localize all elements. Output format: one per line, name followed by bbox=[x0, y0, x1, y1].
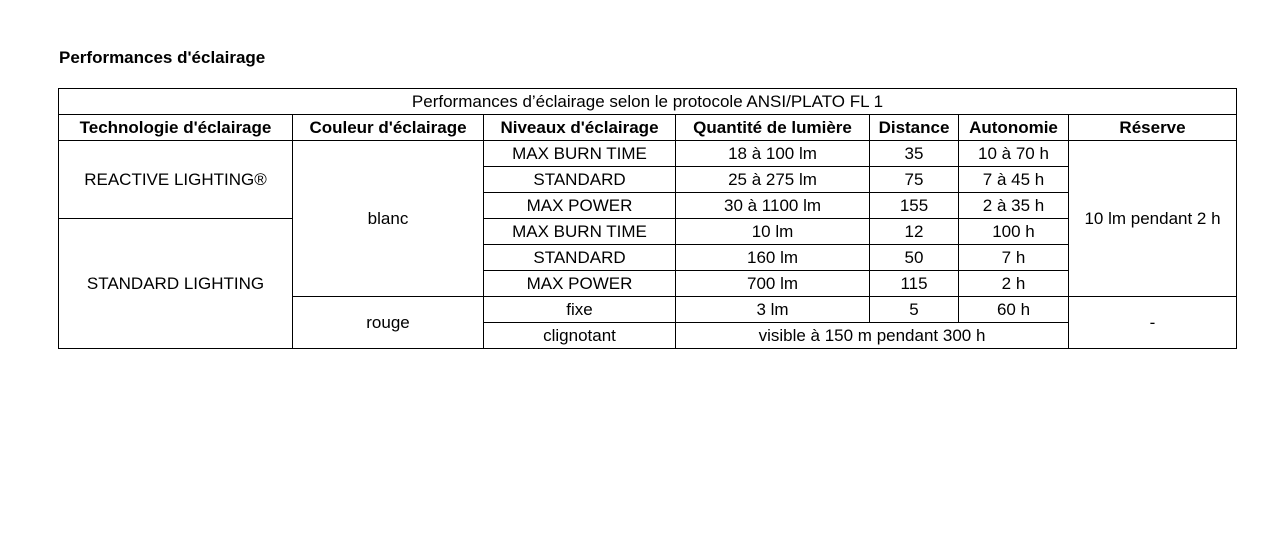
distance-cell: 75 bbox=[870, 167, 959, 193]
technology-reactive: REACTIVE LIGHTING® bbox=[59, 141, 293, 219]
quantity-cell: 700 lm bbox=[676, 271, 870, 297]
level-cell: MAX POWER bbox=[484, 271, 676, 297]
autonomy-cell: 7 h bbox=[959, 245, 1069, 271]
distance-cell: 12 bbox=[870, 219, 959, 245]
level-cell: STANDARD bbox=[484, 167, 676, 193]
distance-cell: 5 bbox=[870, 297, 959, 323]
distance-cell: 115 bbox=[870, 271, 959, 297]
color-red: rouge bbox=[293, 297, 484, 349]
header-autonomy: Autonomie bbox=[959, 115, 1069, 141]
level-cell: MAX BURN TIME bbox=[484, 219, 676, 245]
distance-cell: 155 bbox=[870, 193, 959, 219]
technology-standard: STANDARD LIGHTING bbox=[59, 219, 293, 349]
lighting-performance-table bbox=[58, 88, 1237, 349]
autonomy-cell: 7 à 45 h bbox=[959, 167, 1069, 193]
autonomy-cell: 2 h bbox=[959, 271, 1069, 297]
quantity-cell: 18 à 100 lm bbox=[676, 141, 870, 167]
table-row bbox=[59, 141, 1237, 167]
quantity-cell: 3 lm bbox=[676, 297, 870, 323]
level-cell: fixe bbox=[484, 297, 676, 323]
level-cell: STANDARD bbox=[484, 245, 676, 271]
table-caption: Performances d’éclairage selon le protocole ANSI/PLATO FL 1 bbox=[59, 89, 1237, 115]
level-cell: clignotant bbox=[484, 323, 676, 349]
header-quantity: Quantité de lumière bbox=[676, 115, 870, 141]
blinking-visibility-cell: visible à 150 m pendant 300 h bbox=[676, 323, 1069, 349]
level-cell: MAX POWER bbox=[484, 193, 676, 219]
section-title: Performances d'éclairage bbox=[59, 48, 266, 67]
reserve-red: - bbox=[1069, 297, 1237, 349]
quantity-cell: 10 lm bbox=[676, 219, 870, 245]
autonomy-cell: 2 à 35 h bbox=[959, 193, 1069, 219]
header-row bbox=[59, 115, 1237, 141]
color-white: blanc bbox=[293, 141, 484, 297]
reserve-white: 10 lm pendant 2 h bbox=[1069, 141, 1237, 297]
quantity-cell: 160 lm bbox=[676, 245, 870, 271]
autonomy-cell: 100 h bbox=[959, 219, 1069, 245]
header-reserve: Réserve bbox=[1069, 115, 1237, 141]
quantity-cell: 25 à 275 lm bbox=[676, 167, 870, 193]
quantity-cell: 30 à 1100 lm bbox=[676, 193, 870, 219]
distance-cell: 50 bbox=[870, 245, 959, 271]
level-cell: MAX BURN TIME bbox=[484, 141, 676, 167]
header-levels: Niveaux d'éclairage bbox=[484, 115, 676, 141]
header-technology: Technologie d'éclairage bbox=[59, 115, 293, 141]
header-distance: Distance bbox=[870, 115, 959, 141]
caption-row bbox=[59, 89, 1237, 115]
table-row bbox=[59, 219, 1237, 245]
distance-cell: 35 bbox=[870, 141, 959, 167]
autonomy-cell: 10 à 70 h bbox=[959, 141, 1069, 167]
autonomy-cell: 60 h bbox=[959, 297, 1069, 323]
header-color: Couleur d'éclairage bbox=[293, 115, 484, 141]
